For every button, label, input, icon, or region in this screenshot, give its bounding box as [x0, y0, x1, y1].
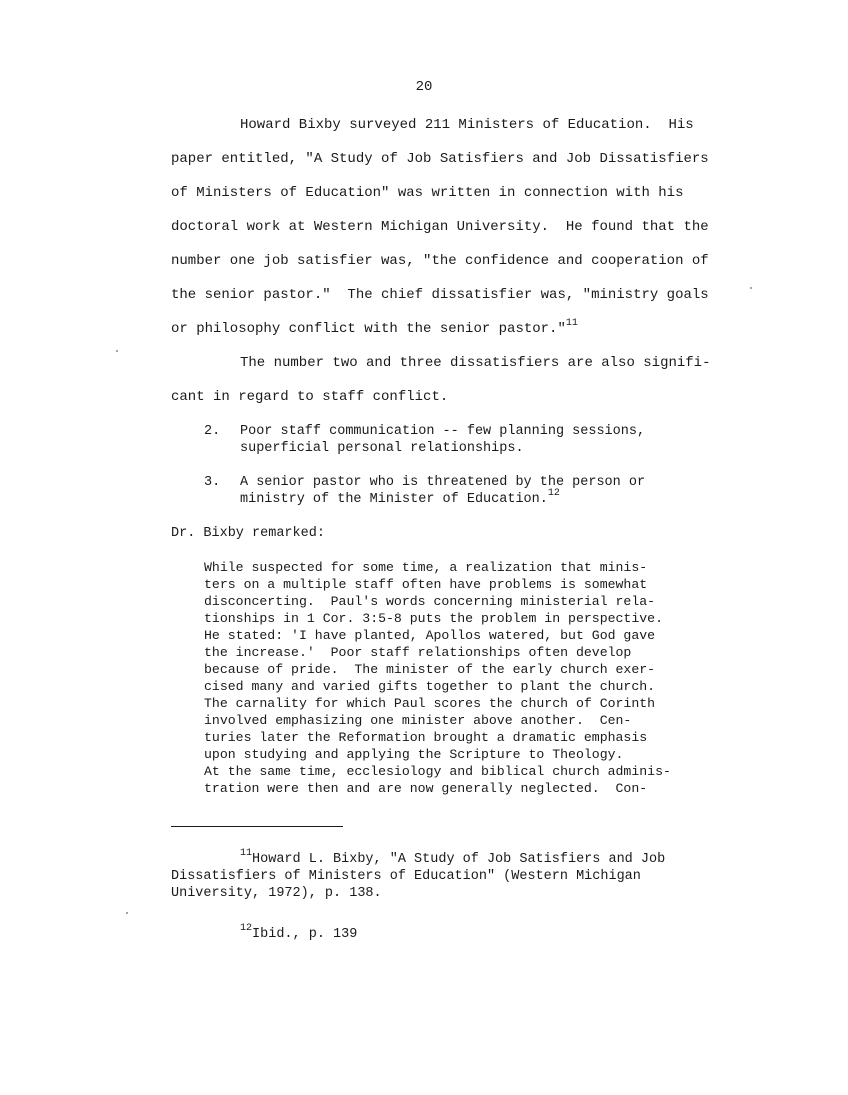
scan-speck	[116, 350, 118, 352]
quote-line: disconcerting. Paul's words concerning ministerial rela-	[204, 594, 656, 609]
footnote-line: University, 1972), p. 138.	[171, 886, 382, 901]
list-item-line: superficial personal relationships.	[240, 441, 524, 456]
footnote-11	[240, 848, 666, 869]
scan-speck	[750, 287, 752, 289]
quote-line: the increase.' Poor staff relationships often develop	[204, 645, 632, 660]
quote-line: turies later the Reformation brought a dramatic emphasis	[204, 730, 648, 745]
list-item-number: 2.	[204, 424, 221, 439]
quote-line: tionships in 1 Cor. 3:5-8 puts the problem in perspective.	[204, 611, 663, 626]
footnote-separator	[171, 826, 343, 827]
text-line-body: or philosophy conflict with the senior pastor."	[171, 321, 566, 337]
list-item-line: Poor staff communication -- few planning sessions,	[240, 424, 646, 439]
page-number: 20	[415, 79, 433, 95]
quote-line: cised many and varied gifts together to plant the church.	[204, 679, 656, 694]
quote-intro: Dr. Bixby remarked:	[171, 526, 325, 541]
text-line: Howard Bixby surveyed 211 Ministers of Education. His	[240, 117, 694, 133]
footnote-line: Ibid., p. 139	[252, 927, 358, 942]
footnote-ref-12: 12	[547, 488, 560, 499]
text-line: paper entitled, "A Study of Job Satisfiers and Job Dissatisfiers	[171, 151, 709, 167]
list-item-line: A senior pastor who is threatened by the person or	[240, 475, 646, 490]
footnote-ref-11: 11	[565, 318, 578, 329]
quote-line: tration were then and are now generally neglected. Con-	[204, 781, 648, 796]
quote-line: involved emphasizing one minister above another. Cen-	[204, 713, 632, 728]
list-item-number: 3.	[204, 475, 221, 490]
quote-line: ters on a multiple staff often have problems is somewhat	[204, 577, 648, 592]
text-line	[171, 318, 578, 337]
quote-line: because of pride. The minister of the early church exer-	[204, 662, 656, 677]
text-line: doctoral work at Western Michigan University. He found that the	[171, 219, 709, 235]
quote-line: upon studying and applying the Scripture to Theology.	[204, 747, 624, 762]
footnote-number: 12	[240, 923, 253, 934]
list-item-line	[240, 488, 560, 509]
list-item-line-body: ministry of the Minister of Education.	[240, 492, 548, 507]
footnote-line: Howard L. Bixby, "A Study of Job Satisfiers and Job	[252, 852, 666, 867]
quote-line: At the same time, ecclesiology and biblical church adminis-	[204, 764, 671, 779]
quote-line: While suspected for some time, a realization that minis-	[204, 560, 648, 575]
quote-line: The carnality for which Paul scores the church of Corinth	[204, 696, 656, 711]
footnote-number: 11	[240, 848, 253, 859]
text-line: the senior pastor." The chief dissatisfier was, "ministry goals	[171, 287, 709, 303]
text-line: The number two and three dissatisfiers are also signifi-	[240, 355, 711, 371]
footnote-line: Dissatisfiers of Ministers of Education" (Western Michigan	[171, 869, 641, 884]
footnote-12	[240, 923, 358, 944]
text-line: cant in regard to staff conflict.	[171, 389, 449, 405]
text-line: number one job satisfier was, "the confidence and cooperation of	[171, 253, 709, 269]
text-line: of Ministers of Education" was written in connection with his	[171, 185, 684, 201]
quote-line: He stated: 'I have planted, Apollos watered, but God gave	[204, 628, 656, 643]
scan-speck	[126, 912, 128, 914]
